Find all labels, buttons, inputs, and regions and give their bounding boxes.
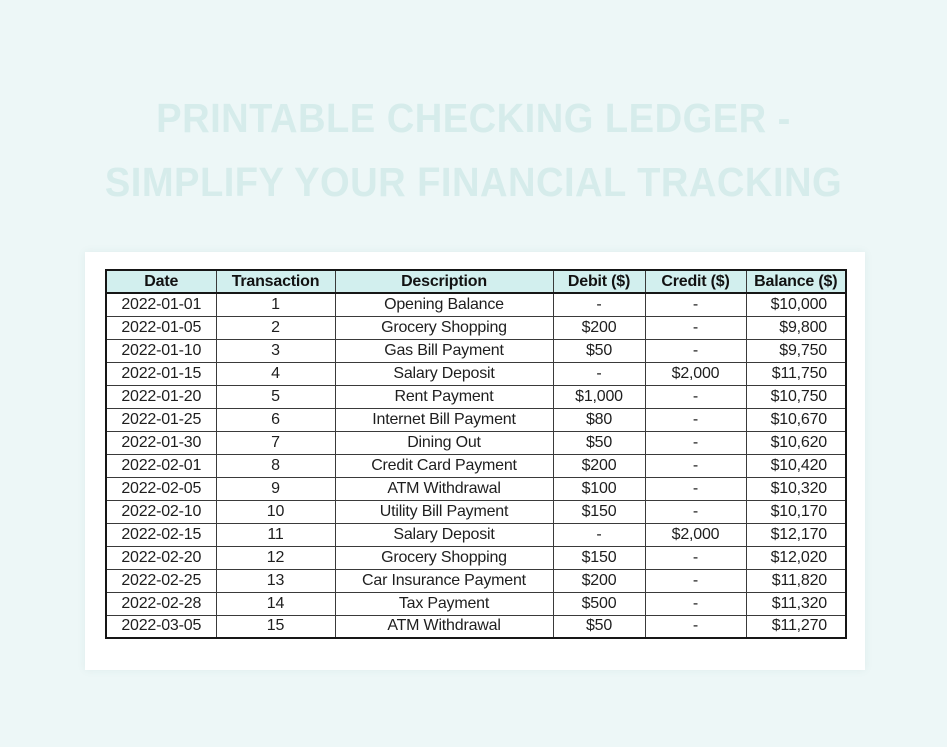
cell-debit: $50 — [553, 339, 645, 362]
cell-transaction: 3 — [216, 339, 335, 362]
cell-transaction: 6 — [216, 408, 335, 431]
column-header-description: Description — [335, 270, 553, 293]
table-row — [106, 293, 846, 316]
cell-credit: - — [645, 500, 746, 523]
table-row — [106, 569, 846, 592]
cell-description: Tax Payment — [335, 592, 553, 615]
cell-debit: $50 — [553, 431, 645, 454]
cell-credit: - — [645, 431, 746, 454]
cell-credit: - — [645, 408, 746, 431]
cell-description: Credit Card Payment — [335, 454, 553, 477]
cell-description: Gas Bill Payment — [335, 339, 553, 362]
cell-debit: $500 — [553, 592, 645, 615]
cell-transaction: 2 — [216, 316, 335, 339]
cell-debit: $80 — [553, 408, 645, 431]
table-row — [106, 592, 846, 615]
cell-debit: - — [553, 362, 645, 385]
cell-debit: $200 — [553, 454, 645, 477]
cell-description: Utility Bill Payment — [335, 500, 553, 523]
cell-credit: - — [645, 454, 746, 477]
cell-credit: $2,000 — [645, 362, 746, 385]
header-row — [106, 270, 846, 293]
cell-debit: $1,000 — [553, 385, 645, 408]
column-header-transaction: Transaction — [216, 270, 335, 293]
cell-credit: - — [645, 615, 746, 638]
title-line-1: PRINTABLE CHECKING LEDGER - — [156, 95, 791, 141]
table-row — [106, 408, 846, 431]
cell-description: Salary Deposit — [335, 362, 553, 385]
table-row — [106, 523, 846, 546]
cell-description: Internet Bill Payment — [335, 408, 553, 431]
cell-description: Rent Payment — [335, 385, 553, 408]
cell-balance: $11,750 — [746, 362, 846, 385]
cell-date: 2022-01-15 — [106, 362, 216, 385]
cell-transaction: 11 — [216, 523, 335, 546]
cell-date: 2022-01-05 — [106, 316, 216, 339]
cell-date: 2022-02-20 — [106, 546, 216, 569]
column-header-debit: Debit ($) — [553, 270, 645, 293]
cell-balance: $10,170 — [746, 500, 846, 523]
cell-debit: $200 — [553, 569, 645, 592]
cell-debit: $150 — [553, 500, 645, 523]
cell-date: 2022-02-15 — [106, 523, 216, 546]
cell-description: Dining Out — [335, 431, 553, 454]
cell-description: Opening Balance — [335, 293, 553, 316]
cell-balance: $12,020 — [746, 546, 846, 569]
table-row — [106, 454, 846, 477]
ledger-table-body — [106, 293, 846, 638]
cell-debit: $200 — [553, 316, 645, 339]
cell-transaction: 8 — [216, 454, 335, 477]
cell-debit: $50 — [553, 615, 645, 638]
table-row — [106, 431, 846, 454]
cell-transaction: 4 — [216, 362, 335, 385]
cell-debit: - — [553, 293, 645, 316]
cell-transaction: 7 — [216, 431, 335, 454]
cell-date: 2022-02-01 — [106, 454, 216, 477]
cell-transaction: 13 — [216, 569, 335, 592]
cell-balance: $10,320 — [746, 477, 846, 500]
ledger-card — [85, 252, 865, 670]
cell-balance: $10,670 — [746, 408, 846, 431]
table-row — [106, 477, 846, 500]
cell-description: Salary Deposit — [335, 523, 553, 546]
cell-transaction: 1 — [216, 293, 335, 316]
cell-description: Car Insurance Payment — [335, 569, 553, 592]
cell-credit: - — [645, 339, 746, 362]
cell-credit: - — [645, 385, 746, 408]
page-title — [33, 86, 914, 214]
column-header-date: Date — [106, 270, 216, 293]
ledger-table — [105, 269, 847, 639]
cell-transaction: 14 — [216, 592, 335, 615]
table-row — [106, 385, 846, 408]
cell-debit: $150 — [553, 546, 645, 569]
cell-debit: - — [553, 523, 645, 546]
table-row — [106, 546, 846, 569]
cell-date: 2022-01-01 — [106, 293, 216, 316]
table-row — [106, 339, 846, 362]
cell-balance: $11,270 — [746, 615, 846, 638]
cell-description: Grocery Shopping — [335, 316, 553, 339]
table-row — [106, 500, 846, 523]
cell-transaction: 15 — [216, 615, 335, 638]
table-row — [106, 362, 846, 385]
cell-transaction: 5 — [216, 385, 335, 408]
cell-date: 2022-02-10 — [106, 500, 216, 523]
cell-date: 2022-01-20 — [106, 385, 216, 408]
cell-transaction: 12 — [216, 546, 335, 569]
cell-debit: $100 — [553, 477, 645, 500]
cell-credit: - — [645, 477, 746, 500]
cell-date: 2022-02-05 — [106, 477, 216, 500]
cell-balance: $9,800 — [746, 316, 846, 339]
column-header-credit: Credit ($) — [645, 270, 746, 293]
cell-balance: $10,750 — [746, 385, 846, 408]
title-line-2: SIMPLIFY YOUR FINANCIAL TRACKING — [104, 159, 843, 205]
cell-credit: - — [645, 569, 746, 592]
cell-credit: - — [645, 316, 746, 339]
cell-date: 2022-02-25 — [106, 569, 216, 592]
cell-balance: $12,170 — [746, 523, 846, 546]
cell-credit: - — [645, 546, 746, 569]
cell-date: 2022-03-05 — [106, 615, 216, 638]
cell-description: ATM Withdrawal — [335, 477, 553, 500]
ledger-table-header — [106, 270, 846, 293]
cell-balance: $11,320 — [746, 592, 846, 615]
cell-balance: $10,000 — [746, 293, 846, 316]
cell-date: 2022-01-25 — [106, 408, 216, 431]
cell-date: 2022-01-30 — [106, 431, 216, 454]
cell-transaction: 9 — [216, 477, 335, 500]
cell-transaction: 10 — [216, 500, 335, 523]
cell-balance: $10,420 — [746, 454, 846, 477]
cell-balance: $11,820 — [746, 569, 846, 592]
cell-description: ATM Withdrawal — [335, 615, 553, 638]
cell-description: Grocery Shopping — [335, 546, 553, 569]
cell-balance: $9,750 — [746, 339, 846, 362]
column-header-balance: Balance ($) — [746, 270, 846, 293]
cell-date: 2022-02-28 — [106, 592, 216, 615]
table-row — [106, 615, 846, 638]
cell-credit: - — [645, 293, 746, 316]
cell-balance: $10,620 — [746, 431, 846, 454]
cell-date: 2022-01-10 — [106, 339, 216, 362]
cell-credit: $2,000 — [645, 523, 746, 546]
cell-credit: - — [645, 592, 746, 615]
table-row — [106, 316, 846, 339]
